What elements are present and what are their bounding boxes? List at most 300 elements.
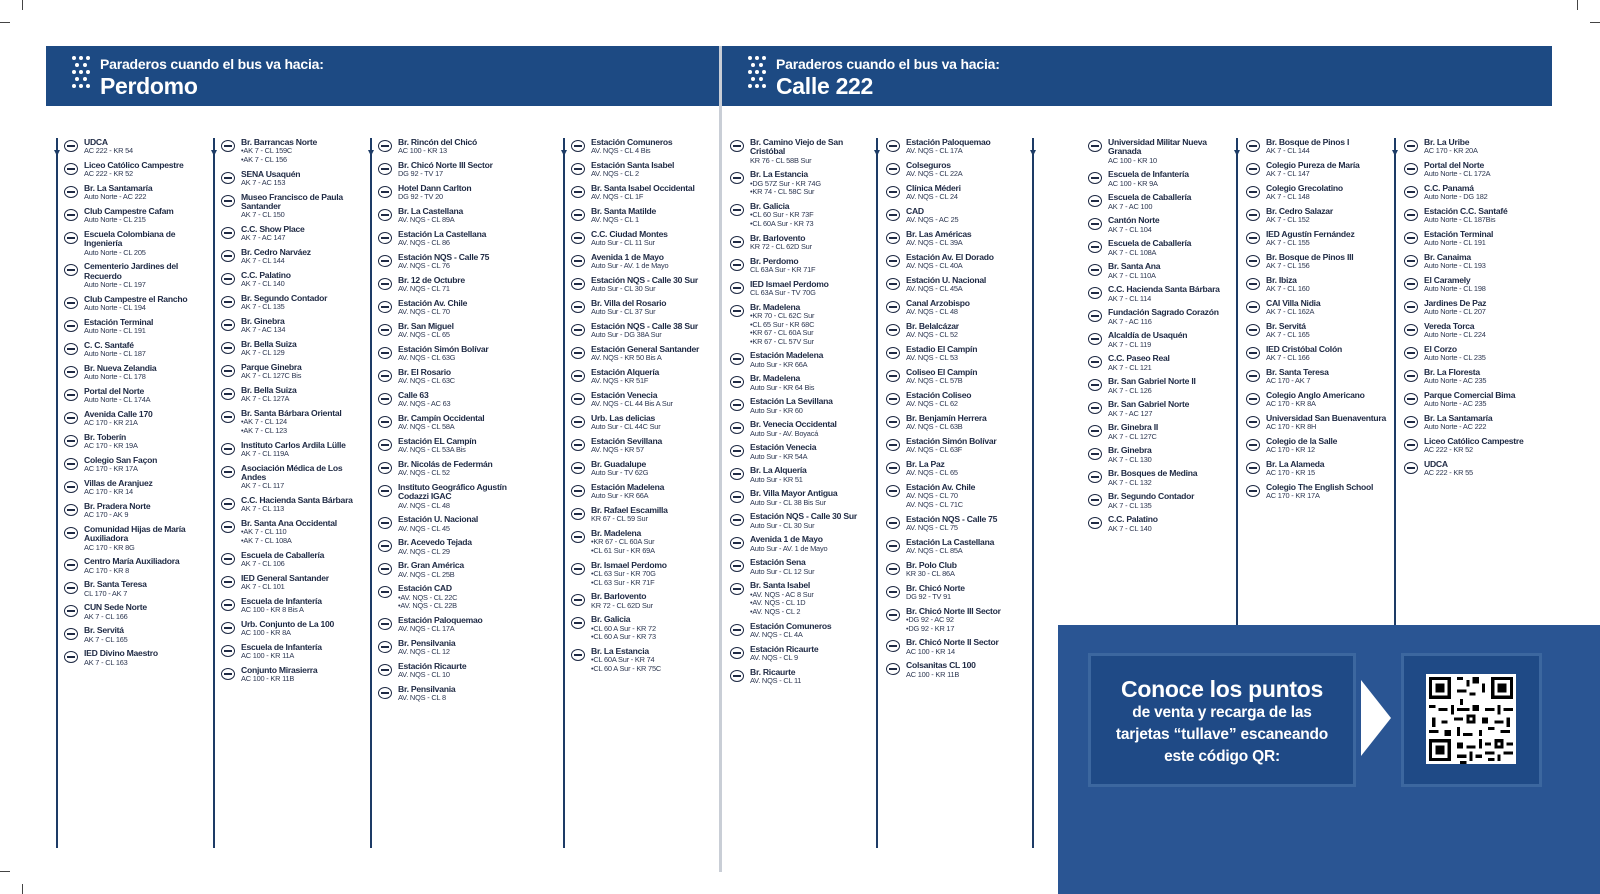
bus-stop-address: •AV. NQS - CL 1D [750, 598, 806, 608]
bus-stop-item [571, 391, 719, 409]
bus-stop-address: Auto Norte - CL 224 [1424, 330, 1486, 340]
bus-stop-text [84, 649, 212, 667]
bus-stop-icon [886, 462, 900, 474]
bus-stop-text [591, 615, 719, 642]
bus-stop-text [1266, 161, 1394, 179]
stops-column [730, 138, 878, 691]
bus-stop-text [750, 512, 878, 530]
bus-stop-name: Estación NQS - Calle 75 [398, 252, 490, 262]
bus-stop-icon [378, 324, 392, 336]
bus-stop-name: Br. Las Américas [906, 229, 972, 239]
arrow-right-icon [1361, 680, 1391, 756]
bus-stop-text [84, 161, 212, 179]
bus-stop-item [1088, 138, 1236, 165]
bus-stop-name: Estadio El Campín [906, 344, 978, 354]
bus-stop-item [1246, 322, 1394, 340]
bus-stop-name: Br. La Alquería [750, 465, 807, 476]
bus-stop-name: Br. Barlovento [591, 591, 647, 602]
bus-stop-address: DG 92 - TV 91 [906, 592, 951, 601]
bus-stop-icon [730, 376, 744, 388]
bus-stop-name: IED Ismael Perdomo [750, 278, 829, 289]
bus-stop-text [1424, 368, 1552, 386]
bus-stop-text [591, 299, 719, 317]
bus-stop-name: Estación Paloquemao [398, 615, 483, 625]
bus-stop-address: AV. NQS - CL 63B [906, 422, 963, 432]
bus-stop-address: KR 72 - CL 62D Sur [591, 600, 653, 610]
bus-stop-icon [1246, 485, 1260, 497]
bus-stop-icon [1088, 471, 1102, 483]
bus-stop-name: Br. Madelena [750, 301, 801, 312]
bus-stop-icon [1088, 241, 1102, 253]
bus-stop-address: AV. NQS - CL 45A [906, 284, 963, 294]
bus-stop-item [571, 253, 719, 271]
bus-stop-item [730, 303, 878, 347]
bus-stop-icon [378, 641, 392, 653]
bus-stop-icon [64, 412, 78, 424]
bus-stop-text [906, 638, 1034, 656]
bus-stop-address: •AV. NQS - CL 22B [398, 601, 457, 611]
bus-stop-name: Estación Santa Isabel [591, 160, 675, 170]
crop-mark [0, 871, 10, 872]
bus-stop-icon [886, 163, 900, 175]
bus-stop-item [378, 184, 526, 202]
bus-stop-icon [378, 301, 392, 313]
bus-stop-item [221, 666, 369, 684]
bus-stop-name: Br. Polo Club [906, 559, 957, 570]
bus-stop-icon [1404, 140, 1418, 152]
bus-stop-item [886, 607, 1034, 634]
bus-stop-item [1088, 492, 1236, 510]
bus-stop-address: Auto Sur - KR 60 [750, 405, 803, 415]
bus-stop-text [750, 622, 878, 640]
bus-stop-text [1424, 207, 1552, 225]
bus-stop-icon [221, 466, 235, 478]
bus-stop-item [64, 207, 212, 225]
bus-stop-text [591, 391, 719, 409]
header-subtitle: Paraderos cuando el bus va hacia: [100, 56, 324, 72]
bus-stop-address: CL 63A Sur - TV 70G [750, 288, 816, 297]
bus-stop-address: AV. NQS - CL 22A [906, 169, 963, 179]
bus-stop-name: Br. La Castellana [398, 206, 464, 216]
bus-stop-name: Br. Ismael Perdomo [591, 559, 667, 570]
bus-stop-item [378, 483, 526, 510]
bus-stop-address: Auto Sur - CL 11 Sur [591, 238, 655, 248]
bus-stop-item [221, 138, 369, 165]
bus-stop-item [1246, 184, 1394, 202]
bus-stop-name: Estación Ricaurte [750, 643, 819, 654]
bus-stop-text [1266, 230, 1394, 248]
bus-stop-address: AC 170 - KR 19A [84, 441, 138, 451]
bus-stop-icon [378, 416, 392, 428]
bus-stop-text [398, 538, 526, 556]
bus-stop-address: AV. NQS - CL 85A [906, 546, 963, 555]
bus-stop-item [1088, 515, 1236, 533]
bus-stop-address: AV. NQS - CL 63F [906, 445, 963, 455]
bus-stop-address: AK 7 - CL 140 [1108, 523, 1152, 533]
bus-stop-address: AV. NQS - CL 48 [398, 500, 450, 510]
bus-stop-address: AC 170 - KR 14 [84, 487, 133, 497]
bus-stop-item [730, 581, 878, 616]
bus-stop-icon [886, 186, 900, 198]
bus-stop-icon [571, 439, 585, 451]
bus-stop-name: Br. Santa Ana [1108, 261, 1161, 272]
bus-stop-item [64, 502, 212, 520]
bus-stop-text [591, 592, 719, 610]
bus-stop-address: AC 222 - KR 52 [84, 169, 133, 179]
bus-stop-icon [64, 163, 78, 175]
bus-stop-name: Estación Simón Bolívar [398, 344, 489, 354]
bus-stop-icon [886, 324, 900, 336]
bus-stop-item [1088, 446, 1236, 464]
bus-stop-icon [886, 301, 900, 313]
bus-stop-text [398, 639, 526, 657]
bus-stop-icon [64, 264, 78, 276]
bus-stop-address: Auto Sur - AV. Boyacá [750, 428, 819, 438]
bus-stop-name: Br. Gran América [398, 560, 464, 571]
bus-stop-text [1266, 138, 1394, 156]
bus-stop-text [591, 529, 719, 556]
bus-stop-item [64, 138, 212, 156]
bus-stop-address: •CL 60 A Sur - KR 75C [591, 663, 662, 673]
bus-stop-name: Colegio The English School [1266, 482, 1374, 492]
bus-stop-icon [730, 647, 744, 659]
bus-stop-text [84, 387, 212, 405]
bus-stop-item [378, 322, 526, 340]
bus-stop-name: Br. Chicó Norte II Sector [906, 637, 999, 648]
bus-stop-text [750, 668, 878, 686]
bus-stop-item [378, 299, 526, 317]
bus-stop-address: AK 7 - CL 162A [1266, 307, 1315, 317]
bus-stop-address: AK 7 - CL 166 [84, 611, 128, 621]
bus-stop-name: Estación Coliseo [906, 390, 972, 400]
bus-stop-name: Escuela de Caballería [241, 549, 325, 560]
bus-stop-text [1266, 207, 1394, 225]
bus-stop-address: AK 7 - CL 117 [241, 481, 284, 491]
bus-stop-name: Br. La Estancia [591, 645, 649, 656]
bus-stop-icon [886, 416, 900, 428]
bus-stop-icon [64, 651, 78, 663]
bus-stop-address: Auto Norte - CL 194 [84, 303, 146, 313]
bus-stop-name: Br. Bosques de Medina [1108, 468, 1198, 479]
bus-stop-text [241, 294, 369, 312]
bus-stop-address: KR 72 - CL 62D Sur [750, 242, 812, 251]
bus-stop-icon [221, 443, 235, 455]
bus-stop-item [886, 161, 1034, 179]
bus-stop-address: •AK 7 - CL 108A [241, 536, 292, 545]
bus-stop-address: AV. NQS - AC 25 [906, 215, 959, 225]
bus-stop-icon [886, 255, 900, 267]
bus-stop-text [1424, 276, 1552, 294]
bus-stop-name: Br. La Paz [906, 459, 945, 469]
bus-stop-item [1246, 414, 1394, 432]
bus-stop-item [1246, 253, 1394, 271]
bus-stop-name: Colegio de la Salle [1266, 436, 1338, 446]
promo-line: este código QR: [1164, 748, 1280, 765]
direction-arrow-icon [561, 150, 567, 156]
promo-line: Conoce los puntos [1121, 676, 1323, 702]
bus-stop-icon [64, 366, 78, 378]
bus-stop-text [398, 276, 526, 294]
bus-stop-icon [571, 617, 585, 629]
bus-stop-item [221, 363, 369, 381]
bus-stop-address: AC 100 - KR 8A [241, 628, 291, 637]
bus-stop-address: Auto Sur - AV. 1 de Mayo [750, 543, 828, 553]
bus-stop-item [221, 464, 369, 491]
bus-stop-text [241, 666, 369, 684]
bus-stop-address: Auto Sur - CL 37 Sur [591, 307, 656, 317]
bus-stop-icon [378, 370, 392, 382]
bus-stop-icon [1246, 278, 1260, 290]
bus-stop-address: AK 7 - CL 160 [1266, 284, 1310, 294]
bus-stop-address: AV. NQS - CL 48 [906, 307, 958, 317]
bus-stop-address: DG 92 - TV 17 [398, 169, 443, 179]
bus-stop-address: AK 7 - CL 127C Bis [241, 371, 302, 381]
bus-stop-name: Br. El Rosario [398, 367, 451, 377]
route-line [370, 138, 372, 848]
bus-stop-address: AK 7 - CL 129 [241, 348, 285, 358]
bus-stop-text [906, 184, 1034, 202]
bus-stop-item [64, 262, 212, 289]
bus-stop-text [84, 557, 212, 575]
bus-stop-text [1108, 492, 1236, 510]
bus-stop-name: El Caramely [1424, 275, 1471, 285]
bus-stop-item [1088, 400, 1236, 418]
bus-stop-address: AK 7 - CL 165 [1266, 330, 1310, 340]
bus-stop-text [398, 584, 526, 611]
bus-stop-item [1088, 170, 1236, 188]
bus-stop-text [591, 561, 719, 588]
bus-stop-icon [64, 605, 78, 617]
bus-stop-icon [886, 140, 900, 152]
bus-stop-address: •CL 63 Sur - KR 71F [591, 577, 655, 587]
bus-stop-item [64, 387, 212, 405]
bus-stop-text [750, 489, 878, 507]
bus-stop-name: Br. Galicia [591, 614, 631, 625]
bus-stop-icon [1088, 287, 1102, 299]
bus-stop-item [1404, 345, 1552, 363]
bus-stop-address: AV. NQS - CL 62 [906, 399, 958, 409]
bus-stop-name: Br. Villa Mayor Antigua [750, 488, 838, 499]
bus-stop-item [1404, 207, 1552, 225]
bus-stop-item [221, 340, 369, 358]
bus-stop-name: Liceo Católico Campestre [1424, 436, 1524, 446]
bus-stop-text [84, 626, 212, 644]
bus-stop-icon [571, 186, 585, 198]
bus-stop-text [1424, 138, 1552, 156]
bus-stop-item [730, 170, 878, 197]
stops-column [1246, 138, 1394, 506]
bus-stop-address: •DG 57Z Sur - KR 74G [750, 178, 821, 188]
bus-stop-name: Estación Paloquemao [906, 137, 991, 147]
bus-stop-address: AK 7 - CL 130 [1108, 454, 1152, 464]
bus-stop-item [886, 138, 1034, 156]
bus-stop-name: El Corzo [1424, 344, 1457, 354]
bus-stop-item [1246, 138, 1394, 156]
bus-stop-icon [1404, 255, 1418, 267]
bus-stop-text [750, 645, 878, 663]
bus-stop-item [730, 466, 878, 484]
bus-stop-item [1404, 253, 1552, 271]
bus-stop-icon [221, 498, 235, 510]
bus-stop-text [1266, 253, 1394, 271]
bus-stop-name: Br. Ginebra [241, 316, 285, 326]
bus-stop-icon [378, 586, 392, 598]
bus-stop-name: Br. Cedro Salazar [1266, 206, 1333, 216]
bus-stop-item [1246, 207, 1394, 225]
bus-stop-name: Br. Bosque de Pinos III [1266, 252, 1354, 262]
bus-stop-address: AK 7 - CL 156 [1266, 261, 1310, 271]
bus-stop-icon [571, 531, 585, 543]
bus-stop-name: C.C. Ciudad Montes [591, 229, 668, 239]
header-destination: Perdomo [100, 73, 198, 99]
bus-stop-item [221, 551, 369, 569]
bus-stop-address: AK 7 - CL 144 [1266, 146, 1310, 156]
bus-stop-icon [730, 491, 744, 503]
bus-stop-address: AV. NQS - AC 63 [398, 399, 451, 409]
bus-stop-name: Estación NQS - Calle 75 [906, 513, 998, 524]
bus-stop-item [730, 257, 878, 275]
bus-stop-icon [886, 347, 900, 359]
bus-stop-item [1246, 437, 1394, 455]
bus-stop-address: AC 170 - KR 8H [1266, 422, 1317, 432]
bus-stop-item [64, 318, 212, 336]
bus-stop-name: Br. La Santamaría [84, 183, 153, 193]
bus-stop-item [730, 397, 878, 415]
bus-stop-icon [64, 140, 78, 152]
bus-stop-address: AV. NQS - CL 53A Bis [398, 445, 466, 455]
bus-stop-address: Auto Norte - CL 235 [1424, 353, 1486, 363]
bus-stop-text [1266, 345, 1394, 363]
bus-stop-address: •KR 67 - CL 57V Sur [750, 336, 814, 346]
bus-stop-text [591, 460, 719, 478]
bus-stop-text [906, 138, 1034, 156]
bus-stop-name: Centro María Auxiliadora [84, 556, 180, 567]
bus-stop-text [1424, 230, 1552, 248]
bus-stop-text [1108, 354, 1236, 372]
bus-stop-name: Asociación Médica de Los Andes [241, 462, 343, 482]
bus-stop-name: Br. Chicó Norte III Sector [398, 160, 493, 170]
bus-stop-address: AV. NQS - CL 86 [398, 238, 450, 248]
bus-stop-address: AC 170 - KR 17A [1266, 491, 1320, 501]
bus-stop-text [84, 525, 212, 552]
bus-stop-address: AK 7 - CL 110A [1108, 270, 1156, 280]
bus-stop-icon [571, 324, 585, 336]
bus-stop-text [906, 584, 1034, 602]
bus-stop-name: Br. Acevedo Tejada [398, 537, 472, 548]
bus-stop-item [1246, 345, 1394, 363]
bus-stop-address: AK 7 - CL 101 [241, 582, 285, 591]
bus-stop-name: Br. San Gabriel Norte [1108, 399, 1190, 410]
bus-stop-address: Auto Sur - AV. 1 de Mayo [591, 261, 669, 271]
bus-stop-text [241, 620, 369, 638]
bus-stop-icon [1404, 163, 1418, 175]
bus-stop-name: Club Campestre Cafam [84, 206, 174, 216]
bus-stop-name: Br. Bosque de Pinos I [1266, 137, 1350, 147]
bus-stop-item [378, 391, 526, 409]
bus-stop-item [221, 248, 369, 266]
bus-stop-item [1088, 262, 1236, 280]
bus-stop-name: Escuela de Caballería [1108, 238, 1192, 249]
bus-stop-icon [378, 517, 392, 529]
bus-stop-item [571, 460, 719, 478]
bus-stop-icon [378, 563, 392, 575]
bus-stop-address: •AV. NQS - AC 8 Sur [750, 589, 814, 599]
bus-stop-text [1424, 391, 1552, 409]
bus-stop-name: Comunidad Hijas de María Auxiliadora [84, 523, 186, 544]
bus-stop-item [64, 580, 212, 598]
bus-stop-item [886, 561, 1034, 579]
bus-stop-icon [378, 393, 392, 405]
bus-stop-name: C.C. Panamá [1424, 183, 1474, 193]
bus-stop-icon [1246, 324, 1260, 336]
bus-stop-name: Br. Madelena [591, 528, 642, 538]
bus-stop-address: AV. NQS - CL 4A [750, 629, 803, 639]
bus-stop-address: AC 222 - KR 54 [84, 146, 133, 156]
bus-stop-text [750, 581, 878, 616]
bus-stop-address: Auto Sur - CL 38 Bis Sur [750, 497, 826, 507]
bus-stop-icon [730, 305, 744, 317]
bus-stop-icon [730, 172, 744, 184]
bus-stop-address: AK 7 - CL 152 [1266, 215, 1310, 225]
bus-stop-item [1246, 276, 1394, 294]
bus-stop-text [398, 414, 526, 432]
bus-stop-text [1266, 184, 1394, 202]
bus-stop-icon [886, 278, 900, 290]
bus-stop-name: Estación Madelena [591, 482, 665, 492]
bus-stop-address: AK 7 - CL 108A [1108, 247, 1157, 257]
bus-stop-name: Br. Santa Teresa [1266, 367, 1329, 377]
bus-stop-icon [221, 319, 235, 331]
bus-stop-item [886, 345, 1034, 363]
bus-stop-item [378, 414, 526, 432]
bus-stop-icon [1088, 425, 1102, 437]
bus-stop-name: C.C. Show Place [241, 224, 305, 234]
bus-stop-name: Portal del Norte [1424, 160, 1484, 170]
bus-stop-text [750, 280, 878, 298]
bus-stop-icon [221, 388, 235, 400]
bus-stop-icon [730, 445, 744, 457]
bus-stop-address: KR 67 - CL 59 Sur [591, 514, 648, 524]
bus-stop-item [1246, 161, 1394, 179]
bus-stop-icon [221, 553, 235, 565]
bus-stop-name: Universidad Militar Nueva Granada [1108, 137, 1207, 157]
bus-stop-text [1108, 308, 1236, 326]
bus-stop-name: Instituto Carlos Ardila Lülle [241, 439, 346, 450]
bus-stop-name: Br. Chicó Norte [906, 582, 965, 593]
bus-stop-icon [378, 140, 392, 152]
bus-stop-item [730, 489, 878, 507]
bus-stop-address: •AK 7 - CL 159C [241, 146, 293, 156]
bus-stop-text [398, 230, 526, 248]
bus-stop-icon [378, 462, 392, 474]
bus-stop-text [398, 515, 526, 533]
bus-stop-item [1404, 391, 1552, 409]
bus-stop-text [1108, 262, 1236, 280]
bus-stop-item [64, 525, 212, 552]
bus-stop-icon [1088, 218, 1102, 230]
bus-stop-text [84, 341, 212, 359]
bus-stop-icon [1088, 333, 1102, 345]
bus-stop-text [591, 207, 719, 225]
bus-stop-icon [1404, 393, 1418, 405]
bus-stop-address: AV. NQS - CL 17A [906, 146, 963, 156]
bus-stop-icon [1404, 347, 1418, 359]
bus-stop-item [378, 345, 526, 363]
bus-stop-address: CL 170 - AK 7 [84, 588, 128, 598]
bus-stop-item [886, 207, 1034, 225]
qr-code-icon[interactable] [1426, 674, 1516, 764]
bus-stop-address: Auto Sur - TV 62G [591, 468, 649, 478]
